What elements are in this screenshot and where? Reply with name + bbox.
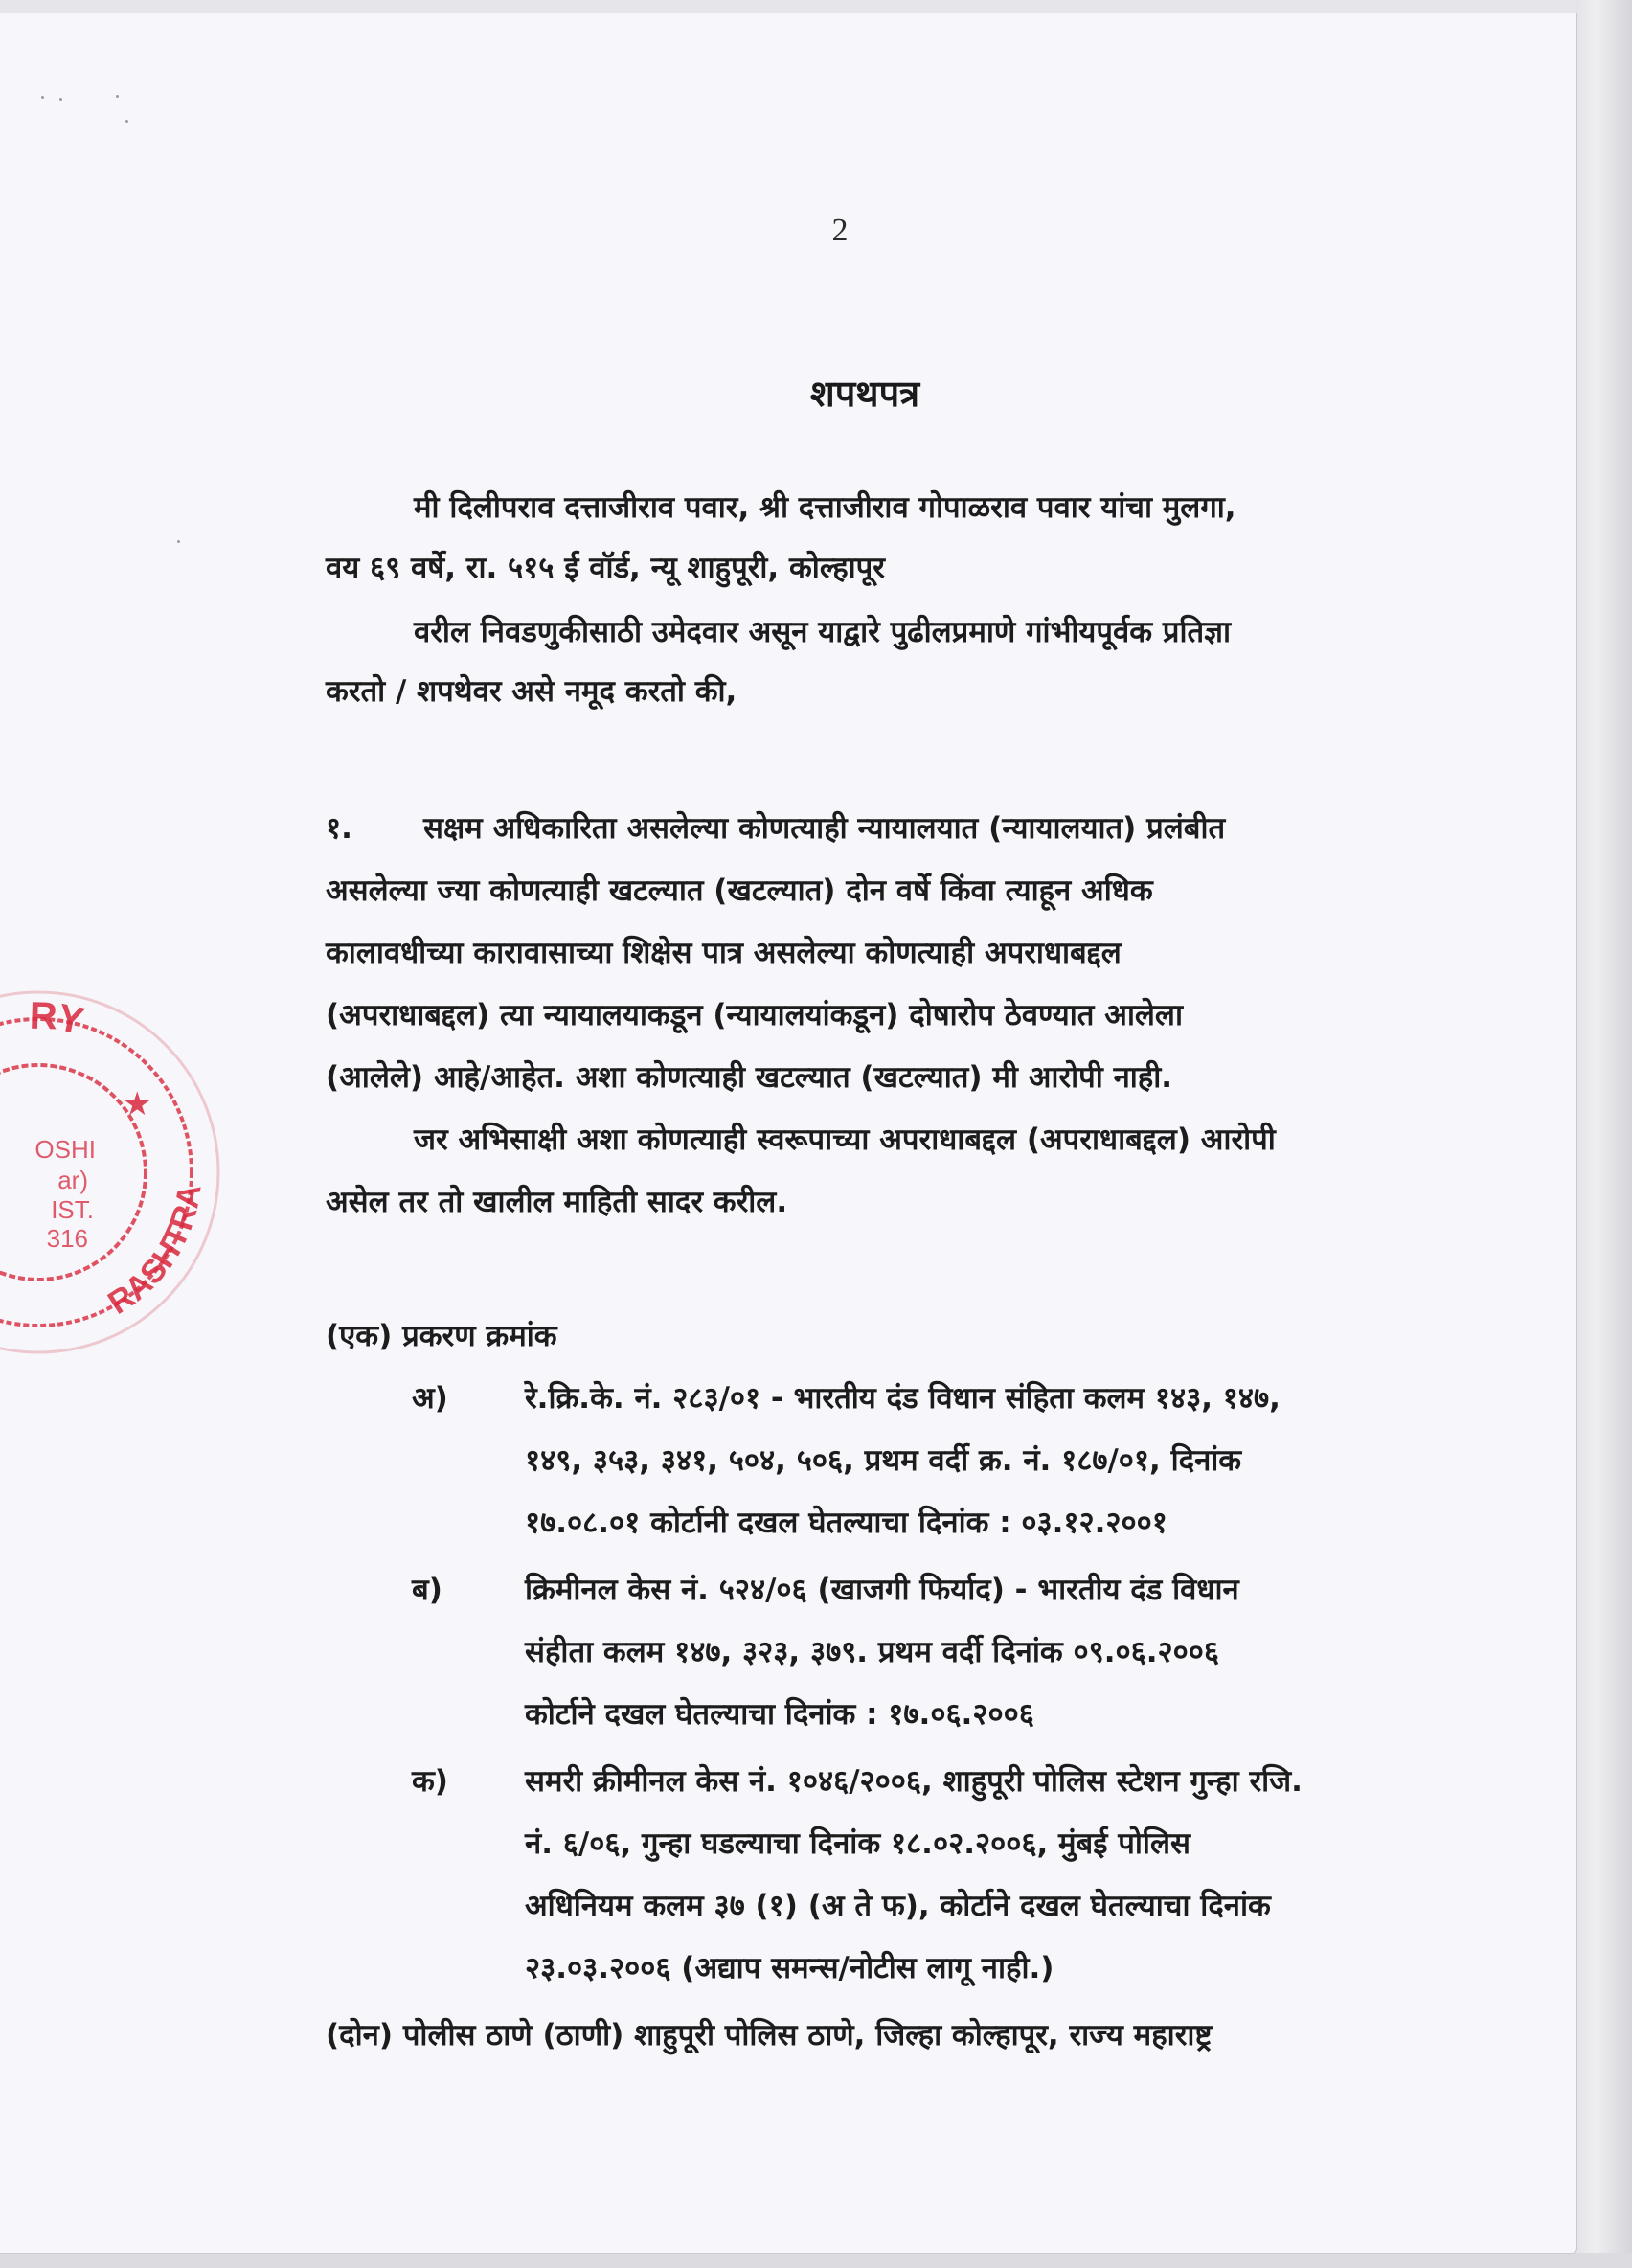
stamp-inner-text: ar) bbox=[57, 1166, 88, 1194]
case-a-line: १७.०८.०१ कोर्टानी दखल घेतल्याचा दिनांक : ०३.१२.२००१ bbox=[525, 1506, 1167, 1540]
intro-line-1: मी दिलीपराव दत्ताजीराव पवार, श्री दत्ताजीराव गोपाळराव पवार यांचा मुलगा, bbox=[414, 490, 1236, 525]
stamp-outer-ring bbox=[0, 1019, 192, 1326]
case-b-line: कोर्टाने दखल घेतल्याचा दिनांक : १७.०६.२००६ bbox=[525, 1697, 1034, 1732]
page-title: शपथपत्र bbox=[809, 373, 920, 415]
intro-line-4: करतो / शपथेवर असे नमूद करतो की, bbox=[326, 674, 737, 709]
case-c-line: नं. ६/०६, गुन्हा घडल्याचा दिनांक १८.०२.२००६, मुंबई पोलिस bbox=[525, 1826, 1190, 1861]
scan-speck bbox=[116, 95, 119, 98]
note-line-1: जर अभिसाक्षी अशा कोणत्याही स्वरूपाच्या अपराधाबद्दल (अपराधाबद्दल) आरोपी bbox=[414, 1123, 1276, 1157]
section-one-heading: (एक) प्रकरण क्रमांक bbox=[326, 1319, 557, 1353]
stamp-graphic bbox=[0, 971, 239, 1373]
stamp-star-icon: ★ bbox=[123, 1085, 152, 1123]
case-a-marker: अ) bbox=[412, 1381, 448, 1416]
case-a-line: १४९, ३५३, ३४१, ५०४, ५०६, प्रथम वर्दी क्र. नं. १८७/०१, दिनांक bbox=[525, 1443, 1242, 1478]
stamp-inner-text: 316 bbox=[46, 1224, 88, 1253]
scan-speck bbox=[177, 540, 180, 543]
note-line-2: असेल तर तो खालील माहिती सादर करील. bbox=[326, 1185, 788, 1219]
scanner-border-bottom bbox=[0, 2253, 1632, 2268]
document-page bbox=[0, 13, 1577, 2254]
item-1-line: (अपराधाबद्दल) त्या न्यायालयाकडून (न्यायालयांकडून) दोषारोप ठेवण्यात आलेला bbox=[326, 998, 1183, 1032]
stamp-inner-ring bbox=[0, 1065, 146, 1280]
case-c-marker: क) bbox=[412, 1764, 448, 1799]
case-b-line: संहीता कलम १४७, ३२३, ३७९. प्रथम वर्दी दिनांक ०९.०६.२००६ bbox=[525, 1635, 1220, 1669]
scan-speck bbox=[41, 96, 44, 99]
item-1-line: असलेल्या ज्या कोणत्याही खटल्यात (खटल्यात) दोन वर्षे किंवा त्याहून अधिक bbox=[326, 873, 1153, 908]
case-b-line: क्रिमीनल केस नं. ५२४/०६ (खाजगी फिर्याद) - भारतीय दंड विधान bbox=[525, 1573, 1239, 1607]
item-1-line: कालावधीच्या कारावासाच्या शिक्षेस पात्र असलेल्या कोणत्याही अपराधाबद्दल bbox=[326, 936, 1122, 970]
stamp-text-top: RY bbox=[29, 994, 88, 1043]
case-c-line: २३.०३.२००६ (अद्याप समन्स/नोटीस लागू नाही.) bbox=[525, 1951, 1054, 1985]
intro-line-3: वरील निवडणुकीसाठी उमेदवार असून याद्वारे पुढीलप्रमाणे गांभीयपूर्वक प्रतिज्ञा bbox=[414, 615, 1232, 649]
stamp-outer-faint-ring bbox=[0, 992, 218, 1352]
scanner-border-top bbox=[0, 0, 1632, 13]
stamp-text-bottom: RASHTRA bbox=[102, 1181, 209, 1322]
scan-speck bbox=[125, 120, 128, 123]
item-1-line: सक्षम अधिकारिता असलेल्या कोणत्याही न्यायालयात (न्यायालयात) प्रलंबीत bbox=[423, 811, 1226, 846]
stamp-inner-text: OSHI bbox=[34, 1135, 96, 1164]
section-two-line: (दोन) पोलीस ठाणे (ठाणी) शाहुपूरी पोलिस ठाणे, जिल्हा कोल्हापूर, राज्य महाराष्ट्र bbox=[326, 2018, 1213, 2053]
case-c-line: अधिनियम कलम ३७ (१) (अ ते फ), कोर्टाने दखल घेतल्याचा दिनांक bbox=[525, 1889, 1271, 1923]
intro-line-2: वय ६९ वर्षे, रा. ५१५ ई वॉर्ड, न्यू शाहुपूरी, कोल्हापूर bbox=[326, 551, 885, 585]
case-b-marker: ब) bbox=[412, 1573, 442, 1607]
item-1-line: (आलेले) आहे/आहेत. अशा कोणत्याही खटल्यात (खटल्यात) मी आरोपी नाही. bbox=[326, 1060, 1173, 1095]
scanner-border-right bbox=[1576, 0, 1632, 2268]
page-number: 2 bbox=[831, 213, 849, 248]
official-stamp bbox=[0, 971, 239, 1373]
stamp-inner-text: IST. bbox=[51, 1195, 94, 1224]
case-c-line: समरी क्रीमीनल केस नं. १०४६/२००६, शाहुपूरी पोलिस स्टेशन गुन्हा रजि. bbox=[525, 1764, 1303, 1799]
item-1-marker: १. bbox=[326, 811, 352, 846]
case-a-line: रे.क्रि.के. नं. २८३/०१ - भारतीय दंड विधान संहिता कलम १४३, १४७, bbox=[525, 1381, 1281, 1416]
scan-speck bbox=[59, 98, 62, 101]
